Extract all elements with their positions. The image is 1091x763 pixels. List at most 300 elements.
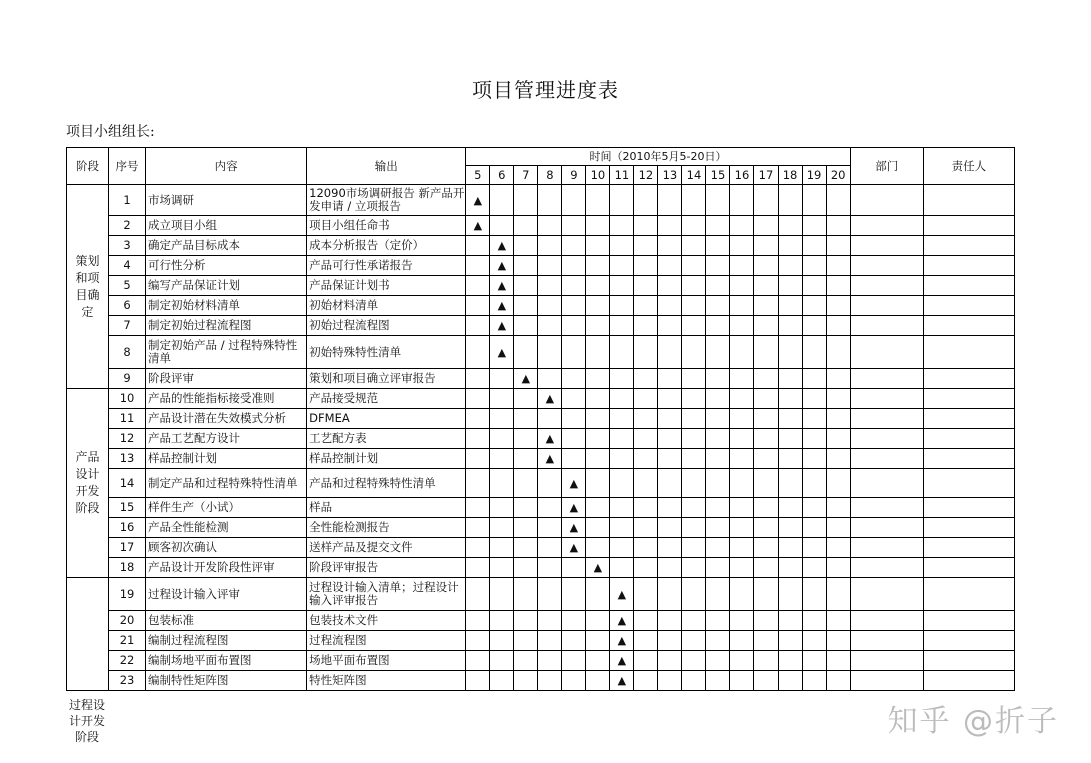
content-cell: 产品的性能指标接受准则 — [146, 389, 307, 409]
day-cell — [658, 389, 682, 409]
owner-cell — [923, 256, 1014, 276]
table-row — [67, 518, 1015, 538]
table-row — [67, 256, 1015, 276]
day-cell — [562, 256, 586, 276]
day-cell — [706, 611, 730, 631]
content-cell: 产品全性能检测 — [146, 518, 307, 538]
day-cell — [730, 185, 754, 216]
stage-cell — [67, 578, 109, 691]
day-cell — [682, 409, 706, 429]
day-cell — [586, 409, 610, 429]
seq-cell: 18 — [109, 558, 146, 578]
leader-label: 项目小组组长: — [66, 124, 155, 140]
content-cell: 阶段评审 — [146, 369, 307, 389]
day-cell — [586, 429, 610, 449]
day-cell — [538, 316, 562, 336]
day-cell — [634, 185, 658, 216]
day-cell — [490, 538, 514, 558]
day-cell — [634, 578, 658, 611]
day-cell — [586, 296, 610, 316]
seq-cell: 20 — [109, 611, 146, 631]
day-cell — [634, 256, 658, 276]
day-cell — [778, 449, 802, 469]
day-cell — [826, 429, 850, 449]
day-cell — [778, 409, 802, 429]
day-cell — [682, 538, 706, 558]
day-cell — [658, 611, 682, 631]
day-cell — [754, 216, 778, 236]
day-cell — [682, 256, 706, 276]
day-cell — [826, 538, 850, 558]
header-stage: 阶段 — [67, 148, 109, 185]
day-cell — [514, 336, 538, 369]
day-cell — [802, 449, 826, 469]
day-cell — [826, 236, 850, 256]
day-cell — [778, 611, 802, 631]
day-cell — [706, 449, 730, 469]
day-cell — [490, 671, 514, 691]
day-cell — [538, 336, 562, 369]
output-cell: 送样产品及提交文件 — [307, 538, 466, 558]
day-cell — [562, 185, 586, 216]
seq-cell: 19 — [109, 578, 146, 611]
day-cell — [730, 296, 754, 316]
day-cell — [802, 316, 826, 336]
header-seq: 序号 — [109, 148, 146, 185]
output-cell: 策划和项目确立评审报告 — [307, 369, 466, 389]
day-cell — [586, 185, 610, 216]
day-cell — [658, 216, 682, 236]
day-cell — [754, 578, 778, 611]
output-cell: 过程流程图 — [307, 631, 466, 651]
day-cell — [706, 578, 730, 611]
table-row — [67, 276, 1015, 296]
owner-cell — [923, 296, 1014, 316]
seq-cell: 1 — [109, 185, 146, 216]
content-cell: 样件生产（小试） — [146, 498, 307, 518]
output-cell: 过程设计输入清单；过程设计输入评审报告 — [307, 578, 466, 611]
day-cell — [514, 611, 538, 631]
day-cell — [754, 651, 778, 671]
owner-cell — [923, 578, 1014, 611]
stage-cell: 产品设计开发阶段 — [67, 389, 109, 578]
day-cell — [778, 316, 802, 336]
header-day: 15 — [706, 166, 730, 185]
day-cell — [586, 651, 610, 671]
day-cell — [490, 651, 514, 671]
day-cell — [754, 276, 778, 296]
day-cell — [826, 449, 850, 469]
day-cell — [826, 276, 850, 296]
day-cell — [802, 185, 826, 216]
header-content: 内容 — [146, 148, 307, 185]
day-cell — [514, 449, 538, 469]
day-cell — [682, 631, 706, 651]
day-cell — [706, 336, 730, 369]
dept-cell — [850, 185, 923, 216]
day-cell — [826, 389, 850, 409]
day-cell — [778, 578, 802, 611]
content-cell: 产品工艺配方设计 — [146, 429, 307, 449]
owner-cell — [923, 611, 1014, 631]
day-cell — [754, 389, 778, 409]
day-cell — [682, 216, 706, 236]
day-cell — [634, 498, 658, 518]
day-cell — [730, 498, 754, 518]
table-row — [67, 236, 1015, 256]
table-row — [67, 538, 1015, 558]
owner-cell — [923, 216, 1014, 236]
day-cell — [634, 671, 658, 691]
seq-cell: 8 — [109, 336, 146, 369]
day-cell — [634, 336, 658, 369]
output-cell: 初始过程流程图 — [307, 316, 466, 336]
day-cell — [754, 369, 778, 389]
stage-label-process: 过程设计开发阶段 — [68, 698, 105, 744]
day-cell — [826, 518, 850, 538]
day-cell — [730, 611, 754, 631]
day-cell — [466, 316, 490, 336]
dept-cell — [850, 389, 923, 409]
day-cell: ▲ — [466, 185, 490, 216]
day-cell — [778, 498, 802, 518]
day-cell — [658, 336, 682, 369]
day-cell — [658, 578, 682, 611]
owner-cell — [923, 409, 1014, 429]
content-cell: 编制场地平面布置图 — [146, 651, 307, 671]
day-cell — [514, 578, 538, 611]
table-row — [67, 449, 1015, 469]
day-cell — [778, 256, 802, 276]
seq-cell: 12 — [109, 429, 146, 449]
content-cell: 编制特性矩阵图 — [146, 671, 307, 691]
owner-cell — [923, 498, 1014, 518]
day-cell — [610, 256, 634, 276]
day-cell — [562, 336, 586, 369]
day-cell — [538, 409, 562, 429]
seq-cell: 16 — [109, 518, 146, 538]
day-cell — [682, 558, 706, 578]
day-cell — [538, 631, 562, 651]
day-cell — [610, 538, 634, 558]
day-cell — [754, 449, 778, 469]
dept-cell — [850, 498, 923, 518]
day-cell — [586, 389, 610, 409]
day-cell — [802, 671, 826, 691]
day-cell — [826, 631, 850, 651]
day-cell — [586, 369, 610, 389]
seq-cell: 6 — [109, 296, 146, 316]
day-cell — [586, 236, 610, 256]
day-cell — [754, 558, 778, 578]
table-row — [67, 558, 1015, 578]
owner-cell — [923, 538, 1014, 558]
header-day: 7 — [514, 166, 538, 185]
seq-cell: 5 — [109, 276, 146, 296]
day-cell — [802, 336, 826, 369]
day-cell — [610, 216, 634, 236]
day-cell — [514, 469, 538, 498]
schedule-table — [66, 147, 1015, 691]
content-cell: 可行性分析 — [146, 256, 307, 276]
day-cell — [586, 276, 610, 296]
day-cell — [538, 296, 562, 316]
day-cell — [610, 498, 634, 518]
day-cell — [658, 185, 682, 216]
day-cell — [490, 429, 514, 449]
day-cell — [466, 296, 490, 316]
table-row — [67, 651, 1015, 671]
header-day: 13 — [658, 166, 682, 185]
day-cell: ▲ — [562, 538, 586, 558]
day-cell — [610, 336, 634, 369]
day-cell — [754, 236, 778, 256]
header-day: 9 — [562, 166, 586, 185]
day-cell — [730, 671, 754, 691]
day-cell — [706, 558, 730, 578]
header-day: 12 — [634, 166, 658, 185]
day-cell — [514, 236, 538, 256]
day-cell — [802, 578, 826, 611]
day-cell — [658, 256, 682, 276]
day-cell — [514, 651, 538, 671]
day-cell — [466, 256, 490, 276]
day-cell — [730, 216, 754, 236]
day-cell — [586, 316, 610, 336]
day-cell — [514, 538, 538, 558]
day-cell — [466, 518, 490, 538]
day-cell — [514, 389, 538, 409]
day-cell — [562, 276, 586, 296]
day-cell — [634, 631, 658, 651]
header-output: 输出 — [307, 148, 466, 185]
dept-cell — [850, 631, 923, 651]
day-cell — [754, 336, 778, 369]
day-cell — [730, 336, 754, 369]
day-cell — [490, 185, 514, 216]
day-cell — [586, 631, 610, 651]
dept-cell — [850, 518, 923, 538]
owner-cell — [923, 316, 1014, 336]
dept-cell — [850, 651, 923, 671]
day-cell — [538, 236, 562, 256]
day-cell — [682, 671, 706, 691]
output-cell: 产品接受规范 — [307, 389, 466, 409]
day-cell — [778, 538, 802, 558]
day-cell — [610, 369, 634, 389]
output-cell: DFMEA — [307, 409, 466, 429]
dept-cell — [850, 336, 923, 369]
day-cell — [658, 236, 682, 256]
day-cell: ▲ — [490, 236, 514, 256]
header-day: 10 — [586, 166, 610, 185]
table-row — [67, 631, 1015, 651]
dept-cell — [850, 236, 923, 256]
day-cell — [658, 538, 682, 558]
day-cell — [706, 256, 730, 276]
output-cell: 样品 — [307, 498, 466, 518]
day-cell — [802, 631, 826, 651]
day-cell — [634, 296, 658, 316]
day-cell — [466, 611, 490, 631]
day-cell — [802, 296, 826, 316]
content-cell: 市场调研 — [146, 185, 307, 216]
day-cell — [466, 336, 490, 369]
output-cell: 项目小组任命书 — [307, 216, 466, 236]
owner-cell — [923, 518, 1014, 538]
dept-cell — [850, 671, 923, 691]
day-cell — [490, 498, 514, 518]
day-cell — [778, 671, 802, 691]
day-cell — [706, 216, 730, 236]
day-cell — [514, 276, 538, 296]
table-row — [67, 185, 1015, 216]
day-cell — [562, 409, 586, 429]
day-cell — [826, 578, 850, 611]
content-cell: 确定产品目标成本 — [146, 236, 307, 256]
day-cell — [754, 429, 778, 449]
owner-cell — [923, 276, 1014, 296]
day-cell — [730, 429, 754, 449]
day-cell — [490, 389, 514, 409]
day-cell — [514, 216, 538, 236]
day-cell — [514, 498, 538, 518]
day-cell — [634, 369, 658, 389]
day-cell — [826, 256, 850, 276]
content-cell: 成立项目小组 — [146, 216, 307, 236]
dept-cell — [850, 316, 923, 336]
day-cell — [538, 369, 562, 389]
day-cell — [754, 518, 778, 538]
day-cell — [658, 518, 682, 538]
owner-cell — [923, 336, 1014, 369]
day-cell — [562, 296, 586, 316]
day-cell — [778, 369, 802, 389]
content-cell: 编制过程流程图 — [146, 631, 307, 651]
table-row — [67, 409, 1015, 429]
dept-cell — [850, 276, 923, 296]
day-cell — [562, 429, 586, 449]
day-cell — [634, 236, 658, 256]
day-cell — [538, 611, 562, 631]
table-row — [67, 498, 1015, 518]
day-cell: ▲ — [466, 216, 490, 236]
day-cell — [754, 256, 778, 276]
day-cell — [538, 578, 562, 611]
day-cell — [778, 236, 802, 256]
day-cell: ▲ — [610, 651, 634, 671]
header-day: 14 — [682, 166, 706, 185]
day-cell — [682, 316, 706, 336]
header-day: 17 — [754, 166, 778, 185]
day-cell — [706, 469, 730, 498]
table-row — [67, 611, 1015, 631]
output-cell: 场地平面布置图 — [307, 651, 466, 671]
output-cell: 产品可行性承诺报告 — [307, 256, 466, 276]
seq-cell: 21 — [109, 631, 146, 651]
day-cell — [706, 409, 730, 429]
day-cell — [706, 369, 730, 389]
day-cell — [778, 336, 802, 369]
day-cell — [778, 631, 802, 651]
page-title: 项目管理进度表 — [472, 78, 619, 102]
day-cell — [514, 631, 538, 651]
day-cell — [658, 469, 682, 498]
day-cell: ▲ — [490, 276, 514, 296]
dept-cell — [850, 369, 923, 389]
dept-cell — [850, 469, 923, 498]
day-cell — [538, 216, 562, 236]
day-cell — [610, 185, 634, 216]
dept-cell — [850, 296, 923, 316]
day-cell — [634, 558, 658, 578]
content-cell: 编写产品保证计划 — [146, 276, 307, 296]
day-cell — [706, 498, 730, 518]
seq-cell: 23 — [109, 671, 146, 691]
day-cell — [730, 256, 754, 276]
output-cell: 样品控制计划 — [307, 449, 466, 469]
day-cell: ▲ — [610, 671, 634, 691]
content-cell: 包装标准 — [146, 611, 307, 631]
day-cell — [490, 611, 514, 631]
table-row — [67, 316, 1015, 336]
day-cell — [706, 276, 730, 296]
day-cell — [682, 185, 706, 216]
day-cell — [682, 276, 706, 296]
day-cell — [466, 578, 490, 611]
day-cell — [586, 256, 610, 276]
day-cell: ▲ — [490, 256, 514, 276]
day-cell — [514, 409, 538, 429]
table-row — [67, 671, 1015, 691]
day-cell — [562, 449, 586, 469]
day-cell — [490, 558, 514, 578]
day-cell — [634, 409, 658, 429]
day-cell — [610, 236, 634, 256]
day-cell — [490, 369, 514, 389]
seq-cell: 15 — [109, 498, 146, 518]
day-cell — [730, 469, 754, 498]
table-row — [67, 336, 1015, 369]
day-cell — [802, 651, 826, 671]
day-cell — [802, 558, 826, 578]
day-cell — [562, 671, 586, 691]
day-cell — [730, 578, 754, 611]
day-cell — [466, 429, 490, 449]
day-cell — [634, 538, 658, 558]
content-cell: 制定初始过程流程图 — [146, 316, 307, 336]
day-cell — [730, 369, 754, 389]
day-cell — [754, 296, 778, 316]
day-cell — [514, 558, 538, 578]
day-cell — [610, 316, 634, 336]
day-cell — [562, 216, 586, 236]
day-cell — [610, 389, 634, 409]
header-day: 18 — [778, 166, 802, 185]
day-cell — [682, 296, 706, 316]
dept-cell — [850, 256, 923, 276]
owner-cell — [923, 429, 1014, 449]
day-cell — [826, 558, 850, 578]
day-cell — [634, 611, 658, 631]
day-cell — [586, 216, 610, 236]
owner-cell — [923, 389, 1014, 409]
day-cell — [538, 256, 562, 276]
day-cell — [706, 518, 730, 538]
header-time: 时间（2010年5月5-20日） — [466, 148, 850, 166]
day-cell — [658, 409, 682, 429]
day-cell — [658, 296, 682, 316]
